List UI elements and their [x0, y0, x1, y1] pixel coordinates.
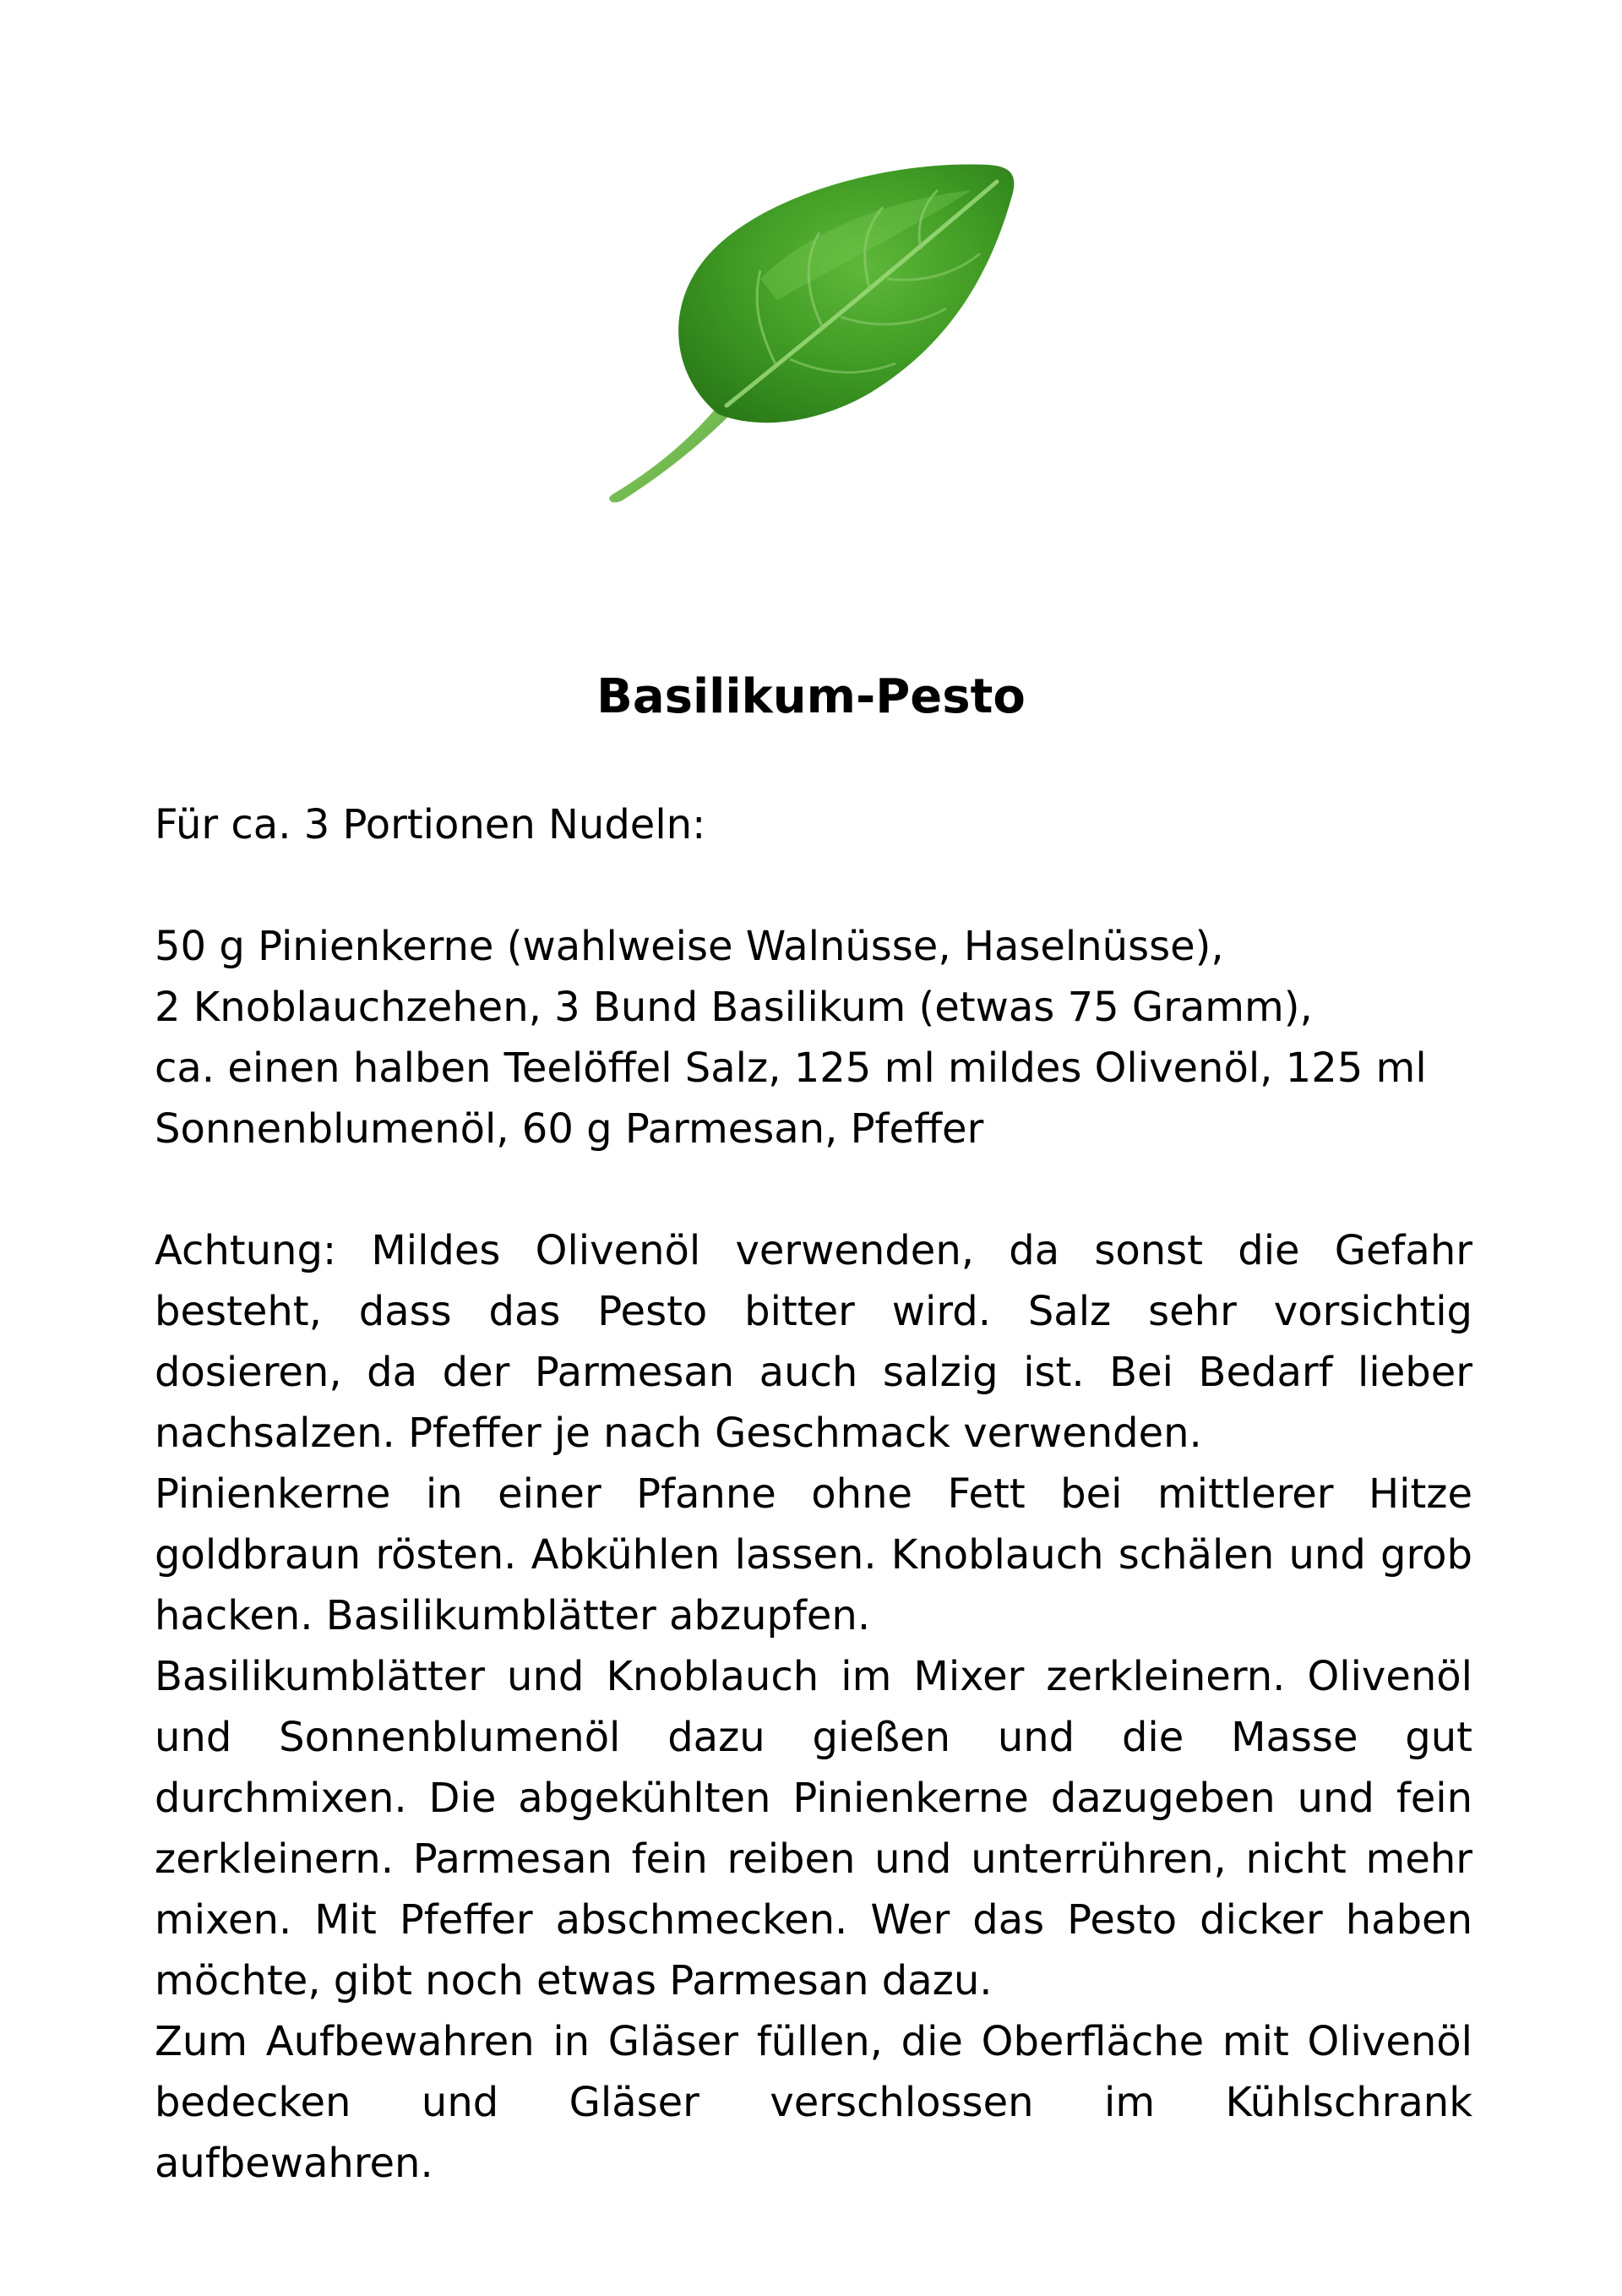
- basil-leaf-image: [591, 152, 1031, 524]
- spacer: [155, 1159, 1472, 1220]
- ingredient-line: Sonnenblumenöl, 60 g Parmesan, Pfeffer: [155, 1105, 984, 1153]
- ingredient-line: 2 Knoblauchzehen, 3 Bund Basilikum (etwas 75 Gramm),: [155, 984, 1313, 1031]
- spacer: [155, 855, 1472, 916]
- recipe-body: [155, 794, 1472, 2194]
- instruction-paragraph: Basilikumblätter und Knoblauch im Mixer zerkleinern. Olivenöl und Sonnenblumenöl dazu gießen und die Masse gut durchmixen. Die abgekühlten Pinienkerne dazugeben und fein zerkleinern. Parmesan fein reiben und unterrühren, nicht mehr mixen. Mit Pfeffer abschmecken. Wer das Pesto dicker haben möchte, gibt noch etwas Parmesan dazu.: [155, 1653, 1472, 2004]
- instruction-paragraph: Zum Aufbewahren in Gläser füllen, die Oberfläche mit Olivenöl bedecken und Gläser verschlossen im Kühlschrank aufbewahren.: [155, 2018, 1472, 2187]
- basil-leaf-icon: [591, 152, 1031, 524]
- ingredient-line: 50 g Pinienkerne (wahlweise Walnüsse, Haselnüsse),: [155, 923, 1224, 970]
- recipe-title: Basilikum-Pesto: [596, 669, 1026, 724]
- ingredients-list: [155, 916, 1472, 1159]
- instruction-paragraph: Pinienkerne in einer Pfanne ohne Fett bei mittlerer Hitze goldbraun rösten. Abkühlen lassen. Knoblauch schälen und grob hacken. Basilikumblätter abzupfen.: [155, 1470, 1472, 1639]
- servings-text: Für ca. 3 Portionen Nudeln:: [155, 801, 706, 848]
- instruction-paragraph: Achtung: Mildes Olivenöl verwenden, da sonst die Gefahr besteht, dass das Pesto bitter wird. Salz sehr vorsichtig dosieren, da der Parmesan auch salzig ist. Bei Bedarf lieber nachsalzen. Pfeffer je nach Geschmack verwenden.: [155, 1227, 1472, 1457]
- ingredient-line: ca. einen halben Teelöffel Salz, 125 ml mildes Olivenöl, 125 ml: [155, 1044, 1427, 1092]
